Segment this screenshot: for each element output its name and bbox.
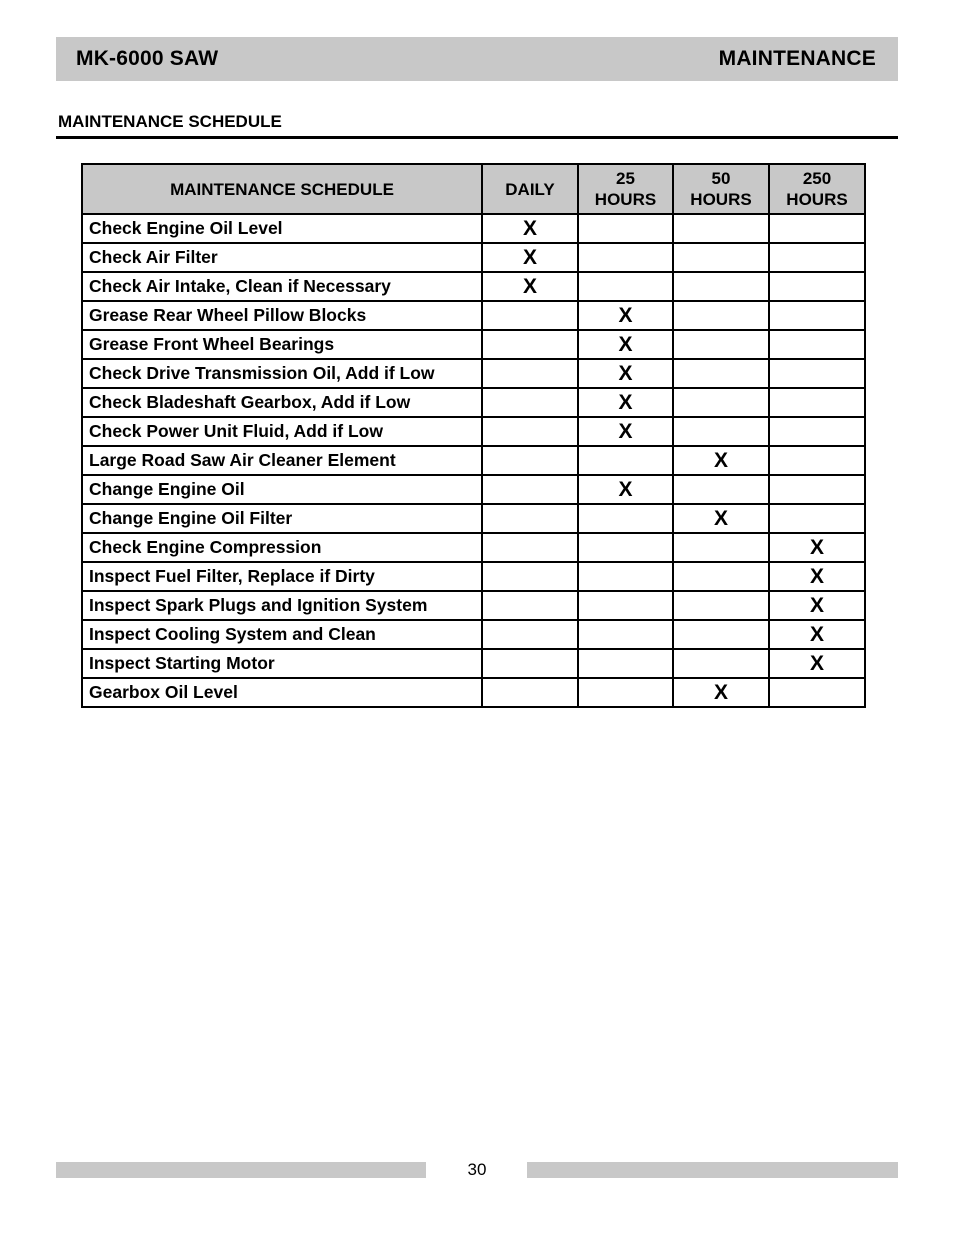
interval-mark-h25: X [578, 417, 673, 446]
task-cell: Inspect Spark Plugs and Ignition System [82, 591, 482, 620]
table-row [82, 649, 865, 678]
column-header-50-hours: 50 HOURS [673, 164, 769, 214]
task-cell: Check Air Intake, Clean if Necessary [82, 272, 482, 301]
task-cell: Change Engine Oil [82, 475, 482, 504]
interval-mark-daily [482, 330, 578, 359]
task-cell: Inspect Cooling System and Clean [82, 620, 482, 649]
table-row [82, 359, 865, 388]
interval-mark-daily [482, 359, 578, 388]
interval-mark-h50 [673, 330, 769, 359]
interval-mark-daily: X [482, 243, 578, 272]
page-number: 30 [467, 1160, 487, 1179]
interval-mark-h50: X [673, 504, 769, 533]
column-header-25-hours: 25 HOURS [578, 164, 673, 214]
table-row [82, 301, 865, 330]
interval-mark-h25 [578, 562, 673, 591]
interval-mark-h25 [578, 533, 673, 562]
table-row [82, 417, 865, 446]
interval-mark-h25: X [578, 388, 673, 417]
interval-mark-h50: X [673, 446, 769, 475]
interval-mark-h50 [673, 649, 769, 678]
interval-mark-daily [482, 591, 578, 620]
interval-mark-h250 [769, 272, 865, 301]
interval-mark-h50: X [673, 678, 769, 707]
interval-mark-daily [482, 301, 578, 330]
task-cell: Gearbox Oil Level [82, 678, 482, 707]
interval-mark-h250: X [769, 533, 865, 562]
interval-mark-h25 [578, 620, 673, 649]
interval-mark-daily [482, 417, 578, 446]
interval-mark-h50 [673, 388, 769, 417]
footer-bar-left [56, 1162, 426, 1178]
interval-mark-daily [482, 678, 578, 707]
interval-mark-h25: X [578, 301, 673, 330]
interval-mark-h25 [578, 649, 673, 678]
interval-mark-daily [482, 504, 578, 533]
interval-mark-h250 [769, 243, 865, 272]
task-cell: Check Engine Compression [82, 533, 482, 562]
task-cell: Check Bladeshaft Gearbox, Add if Low [82, 388, 482, 417]
task-cell: Large Road Saw Air Cleaner Element [82, 446, 482, 475]
interval-mark-h25 [578, 243, 673, 272]
task-cell: Inspect Fuel Filter, Replace if Dirty [82, 562, 482, 591]
task-cell: Check Engine Oil Level [82, 214, 482, 243]
column-header-250-hours: 250 HOURS [769, 164, 865, 214]
interval-mark-daily [482, 475, 578, 504]
interval-mark-daily [482, 620, 578, 649]
interval-mark-daily [482, 446, 578, 475]
interval-mark-h50 [673, 272, 769, 301]
interval-mark-h250 [769, 214, 865, 243]
interval-mark-h50 [673, 620, 769, 649]
interval-mark-h25: X [578, 475, 673, 504]
task-cell: Inspect Starting Motor [82, 649, 482, 678]
interval-mark-h250: X [769, 649, 865, 678]
page-header [56, 37, 898, 81]
interval-mark-h50 [673, 591, 769, 620]
interval-mark-daily [482, 649, 578, 678]
interval-mark-h50 [673, 359, 769, 388]
table-row [82, 388, 865, 417]
interval-mark-h250 [769, 330, 865, 359]
interval-mark-h250 [769, 359, 865, 388]
interval-mark-h250 [769, 417, 865, 446]
interval-mark-h250: X [769, 620, 865, 649]
interval-mark-h25 [578, 678, 673, 707]
interval-mark-daily [482, 388, 578, 417]
interval-mark-h25 [578, 591, 673, 620]
table-row [82, 533, 865, 562]
table-row [82, 678, 865, 707]
interval-mark-h250 [769, 388, 865, 417]
task-cell: Change Engine Oil Filter [82, 504, 482, 533]
interval-mark-h250 [769, 678, 865, 707]
interval-mark-h25 [578, 214, 673, 243]
table-row [82, 475, 865, 504]
column-header-daily: DAILY [482, 164, 578, 214]
task-cell: Grease Rear Wheel Pillow Blocks [82, 301, 482, 330]
table-row [82, 446, 865, 475]
chapter-title: MAINTENANCE [718, 47, 876, 70]
interval-mark-daily [482, 533, 578, 562]
column-header-task: MAINTENANCE SCHEDULE [82, 164, 482, 214]
table-row [82, 591, 865, 620]
interval-mark-h50 [673, 417, 769, 446]
task-cell: Check Drive Transmission Oil, Add if Low [82, 359, 482, 388]
task-cell: Grease Front Wheel Bearings [82, 330, 482, 359]
interval-mark-h25: X [578, 330, 673, 359]
footer-bar-right [527, 1162, 898, 1178]
table-row [82, 620, 865, 649]
table-row [82, 272, 865, 301]
interval-mark-h25 [578, 272, 673, 301]
interval-mark-daily [482, 562, 578, 591]
table-row [82, 330, 865, 359]
table-row [82, 214, 865, 243]
interval-mark-h250: X [769, 562, 865, 591]
interval-mark-h50 [673, 475, 769, 504]
interval-mark-h250 [769, 301, 865, 330]
task-cell: Check Power Unit Fluid, Add if Low [82, 417, 482, 446]
manual-title: MK-6000 SAW [76, 47, 219, 70]
table-row [82, 562, 865, 591]
interval-mark-h250 [769, 504, 865, 533]
section-divider [56, 136, 898, 139]
table-row [82, 243, 865, 272]
section-heading: MAINTENANCE SCHEDULE [58, 112, 282, 131]
interval-mark-daily: X [482, 214, 578, 243]
interval-mark-h50 [673, 562, 769, 591]
interval-mark-h50 [673, 533, 769, 562]
table-row [82, 504, 865, 533]
table-header-row [82, 164, 865, 214]
interval-mark-h25 [578, 504, 673, 533]
task-cell: Check Air Filter [82, 243, 482, 272]
interval-mark-h50 [673, 214, 769, 243]
interval-mark-h25 [578, 446, 673, 475]
interval-mark-h50 [673, 301, 769, 330]
interval-mark-h250 [769, 475, 865, 504]
interval-mark-h250: X [769, 591, 865, 620]
interval-mark-h50 [673, 243, 769, 272]
interval-mark-h25: X [578, 359, 673, 388]
interval-mark-h250 [769, 446, 865, 475]
maintenance-schedule-table [81, 163, 866, 708]
interval-mark-daily: X [482, 272, 578, 301]
